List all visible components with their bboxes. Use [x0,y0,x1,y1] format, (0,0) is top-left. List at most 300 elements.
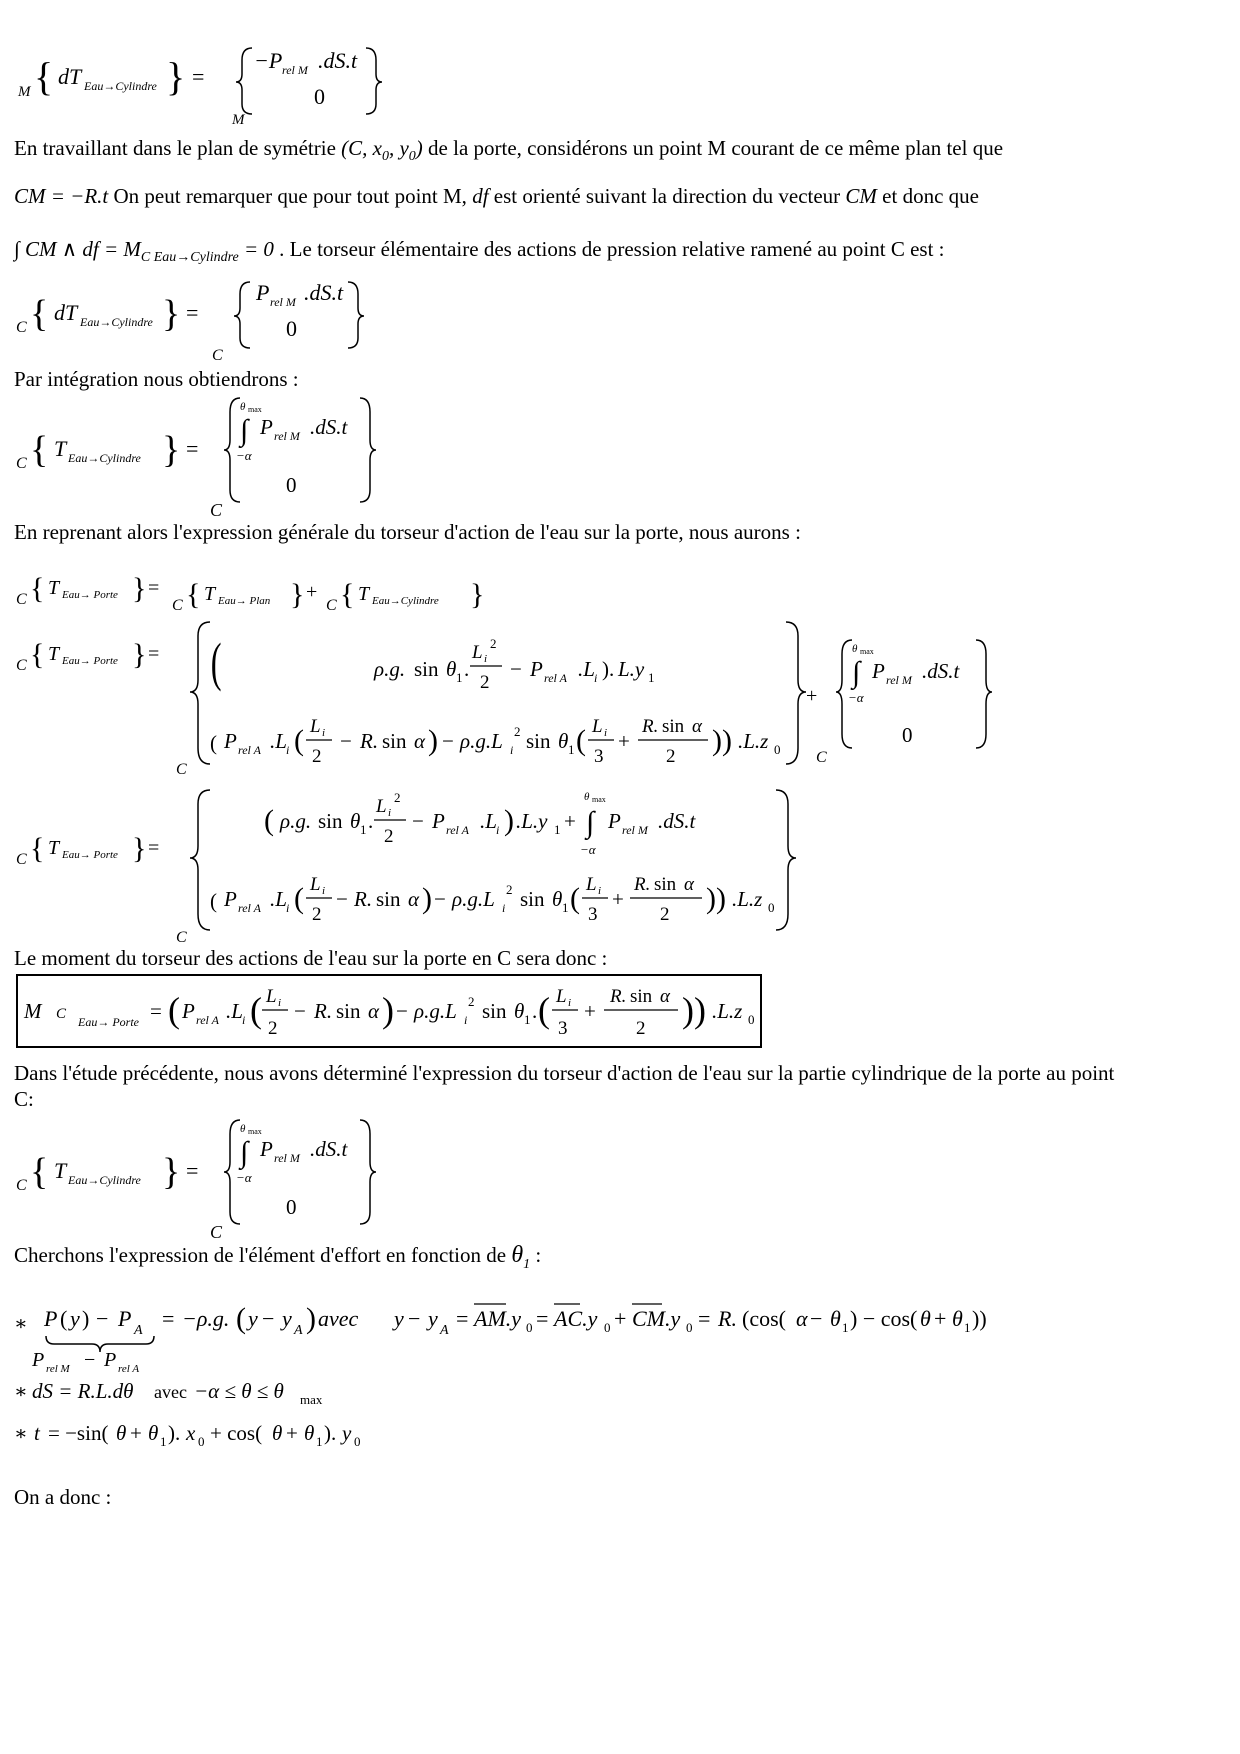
svg-text:−: − [396,999,408,1023]
equation-boxed-moment [18,976,760,1046]
svg-text:∗: ∗ [14,1423,28,1445]
svg-text:1: 1 [360,822,367,837]
svg-text:−: − [434,887,446,911]
svg-text:i: i [464,1013,468,1027]
svg-text:−: − [340,729,352,753]
svg-text:ρ.g.: ρ.g. [374,657,406,681]
svg-text:∫: ∫ [586,806,595,839]
svg-text:rel M: rel M [622,823,648,837]
svg-text:i: i [388,807,392,819]
svg-text:C: C [16,319,27,336]
boxed-moment-result [16,974,762,1048]
svg-text:+: + [286,1421,298,1445]
svg-text:CM.y: CM.y [632,1306,681,1331]
equation-star-t [14,1416,514,1452]
svg-text:i: i [278,997,282,1009]
svg-text:(: ( [250,990,262,1030]
svg-text:y: y [394,1306,404,1331]
svg-text:C: C [326,597,337,614]
svg-text:): ) [428,724,438,757]
svg-text:dT: dT [58,64,82,89]
math-theta1: $\theta_1$ [511,1242,531,1272]
svg-text:−: − [84,1349,96,1371]
svg-text:C: C [210,1222,223,1242]
svg-text:{: { [30,1151,49,1193]
svg-text:−: − [408,1306,421,1331]
svg-text:.L: .L [226,999,243,1023]
svg-text:sin: sin [482,999,507,1023]
svg-text:) − cos(: ) − cos( [850,1306,918,1331]
svg-text:i: i [322,727,326,739]
svg-text:rel A: rel A [446,823,469,837]
svg-text:C: C [816,749,827,766]
svg-text:.dS.t: .dS.t [304,280,344,305]
svg-text:i: i [510,743,514,757]
svg-text:2: 2 [514,724,521,739]
svg-text:L.y: L.y [618,657,645,681]
svg-text:=: = [698,1306,711,1331]
svg-text:{: { [30,638,45,671]
equation-sum [14,566,574,616]
svg-text:−: − [810,1306,823,1331]
svg-text:P: P [432,809,445,833]
svg-text:.L.z: .L.z [732,887,763,911]
svg-text:L: L [376,796,387,817]
svg-text:C: C [16,1177,27,1194]
svg-text:sin: sin [662,716,685,737]
svg-text:.L: .L [270,887,287,911]
svg-text:∗: ∗ [14,1381,28,1403]
paragraph-remark-start: On peut remarquer que pour tout point M, [113,184,467,208]
svg-text:i: i [568,997,572,1009]
equation-m-torseur [14,38,414,128]
paragraph-integration: Par intégration nous obtiendrons : [14,367,299,391]
math-integral-moment: ∫ CM ∧ df = $M_{C Eau\to Cylindre} = 0$ [14,237,274,266]
svg-text:=: = [162,1306,175,1331]
svg-text:α: α [684,874,694,895]
svg-text:)): )) [972,1306,987,1331]
svg-text:θ: θ [584,791,590,803]
svg-text:−α ≤ θ ≤ θ: −α ≤ θ ≤ θ [194,1379,284,1403]
svg-text:α: α [408,887,420,911]
svg-text:T: T [358,583,370,605]
svg-text:1: 1 [316,1434,323,1449]
svg-text:+: + [564,809,576,833]
svg-text:max: max [860,647,874,656]
svg-text:L: L [472,642,483,663]
svg-text:=: = [186,1158,199,1183]
paragraph-element-effort: Cherchons l'expression de l'élément d'effort en fonction de [14,1243,507,1267]
svg-text:.dS.t: .dS.t [658,809,696,833]
math-cm: CM [845,184,877,208]
paragraph-elementary-torseur: . Le torseur élémentaire des actions de pression relative ramené au point C est : [279,237,945,261]
svg-text:rel A: rel A [544,671,567,685]
svg-text:ρ.g.L: ρ.g.L [414,999,457,1023]
svg-text:(: ( [294,882,304,915]
svg-text:−ρ.g.: −ρ.g. [182,1306,230,1331]
svg-text:0: 0 [286,316,297,341]
svg-text:Eau→ Porte: Eau→ Porte [62,655,118,667]
svg-text:sin: sin [336,999,361,1023]
paragraph-on-a-donc: On a donc : [14,1485,112,1509]
svg-text:+: + [612,887,624,911]
svg-text:i: i [502,901,506,915]
svg-text:C: C [56,1006,67,1022]
svg-text:0: 0 [198,1434,205,1449]
svg-text:−: − [442,729,454,753]
paragraph-remark-end: et donc que [882,184,979,208]
svg-text:P: P [260,415,273,439]
svg-text:(: ( [294,724,304,757]
svg-text:2: 2 [660,904,670,925]
svg-text:θ: θ [240,401,246,413]
svg-text:3: 3 [558,1018,568,1039]
svg-text:0: 0 [604,1320,611,1335]
svg-text:θ: θ [350,809,361,833]
svg-text:R.: R. [718,1306,737,1331]
svg-text:2: 2 [490,636,497,651]
svg-text:.: . [532,999,538,1023]
svg-text:{: { [34,54,54,99]
svg-text:(: ( [570,882,580,915]
svg-text:rel A: rel A [196,1013,219,1027]
svg-text:(: ( [236,1302,246,1335]
svg-text:P: P [118,1306,132,1331]
svg-text:θ: θ [830,1306,841,1331]
svg-text:i: i [604,727,608,739]
svg-text:.dS.t: .dS.t [310,1137,348,1161]
svg-text:=: = [148,643,160,665]
svg-text:P: P [44,1306,58,1331]
svg-text:2: 2 [636,1018,646,1039]
svg-text:L: L [556,986,567,1007]
svg-text:x: x [186,1421,196,1445]
svg-text:+: + [614,1306,627,1331]
svg-text:θ: θ [446,657,457,681]
svg-text:.L.z: .L.z [712,999,743,1023]
svg-text:L: L [586,874,597,895]
svg-text:= −sin(: = −sin( [48,1421,109,1445]
svg-text:P: P [224,729,237,753]
svg-text:y: y [428,1306,438,1331]
svg-text:M: M [232,112,245,128]
svg-text:sin: sin [630,986,653,1007]
svg-text:P: P [872,659,885,683]
paragraph-remark-mid: est orienté suivant la direction du vecteur [493,184,841,208]
svg-text:=: = [186,300,199,325]
svg-text:i: i [484,653,488,665]
svg-text:P: P [256,280,270,305]
svg-text:{: { [30,429,49,471]
svg-text:sin: sin [520,887,545,911]
svg-text:}: } [132,638,147,671]
svg-text:{: { [30,572,45,605]
svg-text:rel M: rel M [886,673,912,687]
paragraph-general-expression: En reprenant alors l'expression générale du torseur d'action de l'eau sur la porte, nous aurons : [14,520,801,544]
equation-c-torseur [14,278,414,368]
svg-text:C: C [16,591,27,608]
svg-text:−P: −P [254,48,283,73]
svg-text:L: L [592,716,603,737]
svg-text:2: 2 [312,746,322,767]
svg-text:y: y [70,1306,80,1331]
svg-text:R.: R. [354,887,373,911]
svg-text:M: M [18,84,31,100]
svg-text:−: − [294,999,306,1023]
svg-text:1: 1 [562,900,569,915]
svg-text:{: { [340,578,355,611]
svg-text:Eau→ Porte: Eau→ Porte [62,849,118,861]
svg-text:)): )) [706,882,726,915]
svg-text:R.: R. [634,874,651,895]
svg-text:rel M: rel M [274,1151,300,1165]
svg-text:1: 1 [456,670,463,685]
svg-text:0: 0 [314,84,325,109]
svg-text:rel M: rel M [282,63,308,77]
svg-text:}: } [166,54,186,99]
paragraph-element-effort-colon: : [535,1243,542,1267]
svg-text:sin: sin [414,657,439,681]
svg-text:2: 2 [384,826,394,847]
svg-text:−α: −α [580,842,596,857]
svg-text:y: y [282,1306,292,1331]
svg-text:max: max [248,405,262,414]
svg-text:R.: R. [642,716,659,737]
svg-text:1: 1 [964,1320,971,1335]
svg-text:dT: dT [54,300,78,325]
svg-text:2: 2 [506,882,513,897]
svg-text:avec: avec [154,1382,187,1402]
paragraph-previous-study: Dans l'étude précédente, nous avons déterminé l'expression du torseur d'action de l'eau sur la partie cylindrique de la porte au point [14,1061,1115,1085]
svg-text:+: + [806,685,818,707]
svg-text:Eau→ Plan: Eau→ Plan [218,595,271,607]
svg-text:P: P [182,999,195,1023]
svg-text:T: T [54,436,67,461]
svg-text:+: + [934,1306,947,1331]
svg-text:T: T [48,837,60,859]
svg-text:.dS.t: .dS.t [318,48,358,73]
svg-text:=: = [536,1306,549,1331]
svg-text:y: y [342,1421,352,1445]
svg-text:sin: sin [318,809,343,833]
svg-text:): ) [422,882,432,915]
svg-text:Eau→Cylindre: Eau→Cylindre [68,451,141,465]
svg-text:Eau→Cylindre: Eau→Cylindre [80,315,153,329]
svg-text:2: 2 [268,1018,278,1039]
svg-text:θ: θ [148,1421,159,1445]
svg-text:{: { [30,832,45,865]
svg-text:dS = R.L.dθ: dS = R.L.dθ [32,1379,134,1403]
svg-text:{: { [30,293,49,335]
svg-text:}: } [132,572,147,605]
svg-text:i: i [286,901,290,915]
svg-text:α: α [368,999,380,1023]
svg-text:0: 0 [902,723,913,747]
svg-text:(: ( [60,1306,68,1331]
svg-text:+ cos(: + cos( [210,1421,263,1445]
equation-integration-repeat [14,1116,414,1246]
svg-text:θ: θ [920,1306,931,1331]
svg-text:).: ). [324,1421,337,1445]
svg-text:+: + [584,999,596,1023]
svg-text:}: } [162,429,181,471]
paragraph-moment: Le moment du torseur des actions de l'eau sur la porte en C sera donc : [14,946,608,970]
svg-text:=: = [192,64,205,89]
svg-text:ρ.g.L: ρ.g.L [452,887,495,911]
svg-text:rel A: rel A [118,1363,140,1375]
svg-text:−: − [336,887,348,911]
svg-text:−: − [262,1306,275,1331]
svg-text:AM.y: AM.y [474,1306,522,1331]
svg-text:M: M [24,999,42,1023]
svg-text:Eau→ Porte: Eau→ Porte [62,589,118,601]
svg-text:θ: θ [952,1306,963,1331]
svg-text:L: L [266,986,277,1007]
svg-text:=: = [148,837,160,859]
svg-text:Eau→ Porte: Eau→ Porte [78,1015,139,1029]
svg-text:C: C [210,500,223,520]
svg-text:ρ.g.L: ρ.g.L [460,729,503,753]
svg-text:2: 2 [468,994,475,1009]
svg-text:).: ). [168,1421,181,1445]
svg-text:C: C [16,455,27,472]
svg-text:Eau→Cylindre: Eau→Cylindre [68,1173,141,1187]
svg-text:0: 0 [686,1320,693,1335]
svg-text:−: − [412,809,424,833]
svg-text:−α: −α [236,448,252,463]
svg-text:−α: −α [848,690,864,705]
svg-text:=: = [150,999,162,1023]
svg-text:(: ( [210,631,222,693]
svg-text:rel M: rel M [274,429,300,443]
svg-text:−α: −α [236,1170,252,1185]
svg-text:α: α [692,716,702,737]
svg-text:θ: θ [272,1421,283,1445]
svg-text:=: = [186,436,199,461]
svg-text:+: + [130,1421,142,1445]
svg-text:(: ( [538,990,550,1030]
paragraph-symmetry-plane: En travaillant dans le plan de symétrie [14,136,336,160]
svg-text:}: } [470,578,485,611]
svg-text:0: 0 [774,742,781,757]
equation-porte-torseur-2 [14,786,814,946]
svg-text:R.: R. [314,999,333,1023]
svg-text:max: max [300,1392,323,1407]
svg-text:C: C [176,761,187,778]
svg-text:1: 1 [648,670,655,685]
svg-text:rel A: rel A [238,743,261,757]
svg-text:}: } [162,293,181,335]
svg-text:θ: θ [852,643,858,655]
svg-text:1: 1 [160,1434,167,1449]
svg-text:rel A: rel A [238,901,261,915]
svg-text:A: A [294,1323,303,1338]
svg-text:=: = [148,577,160,599]
svg-text:3: 3 [594,746,604,767]
svg-text:=: = [456,1306,469,1331]
svg-text:sin: sin [654,874,677,895]
svg-text:0: 0 [768,900,775,915]
svg-text:}: } [290,578,305,611]
svg-text:0: 0 [526,1320,533,1335]
svg-text:1: 1 [554,822,561,837]
svg-text:0: 0 [748,1012,755,1027]
svg-text:max: max [592,795,606,804]
svg-text:+: + [618,729,630,753]
svg-text:sin: sin [382,729,407,753]
svg-text:)): )) [712,724,732,757]
svg-text:(: ( [210,731,217,755]
svg-text:(cos(: (cos( [742,1306,786,1331]
svg-text:∗: ∗ [14,1313,28,1335]
svg-text:L: L [310,874,321,895]
svg-text:2: 2 [312,904,322,925]
svg-text:.dS.t: .dS.t [310,415,348,439]
svg-text:∫: ∫ [240,414,249,447]
svg-text:2: 2 [480,672,490,693]
svg-text:y: y [248,1306,258,1331]
svg-text:.L: .L [270,729,287,753]
svg-text:i: i [242,1013,246,1027]
svg-text:): ) [82,1306,90,1331]
svg-text:max: max [248,1127,262,1136]
svg-text:α: α [414,729,426,753]
svg-text:rel M: rel M [46,1363,70,1375]
svg-text:θ: θ [116,1421,127,1445]
svg-text:2: 2 [666,746,676,767]
svg-text:1: 1 [568,742,575,757]
svg-text:0: 0 [354,1434,361,1449]
equation-star-ds [14,1376,414,1406]
svg-text:C: C [16,657,27,674]
svg-text:−: − [510,657,522,681]
math-df: df [472,184,489,208]
svg-text:(: ( [264,804,274,837]
svg-text:P: P [224,887,237,911]
svg-text:∫: ∫ [240,1136,249,1169]
svg-text:(: ( [168,990,180,1030]
svg-text:.L: .L [480,809,497,833]
svg-text:C: C [212,347,223,364]
equation-star-pressure [14,1296,1054,1376]
paragraph-symmetry-plane-end: de la porte, considérons un point M courant de ce même plan tel que [428,136,1004,160]
svg-text:}: } [132,832,147,865]
svg-text:Eau→Cylindre: Eau→Cylindre [84,79,157,93]
svg-text:)): )) [682,990,706,1030]
svg-text:C: C [172,597,183,614]
math-plane-notation: (C, $x_0$, $y_0$) [341,136,423,165]
paragraph-previous-study-c: C: [14,1087,34,1111]
svg-text:θ: θ [552,887,563,911]
svg-text:R.: R. [610,986,627,1007]
svg-text:θ: θ [514,999,525,1023]
svg-text:i: i [594,671,598,685]
svg-text:.L.y: .L.y [516,809,548,833]
svg-text:α: α [660,986,670,1007]
svg-text:0: 0 [286,1195,297,1219]
equation-porte-torseur-1 [14,618,1014,788]
svg-text:P: P [104,1349,117,1371]
svg-text:1: 1 [842,1320,849,1335]
svg-text:α: α [796,1306,808,1331]
svg-text:.L.z: .L.z [738,729,769,753]
svg-text:(: ( [210,889,217,913]
svg-text:i: i [322,885,326,897]
svg-text:2: 2 [394,790,401,805]
svg-text:(: ( [576,724,586,757]
svg-text:ρ.g.: ρ.g. [280,809,312,833]
svg-text:.L: .L [578,657,595,681]
